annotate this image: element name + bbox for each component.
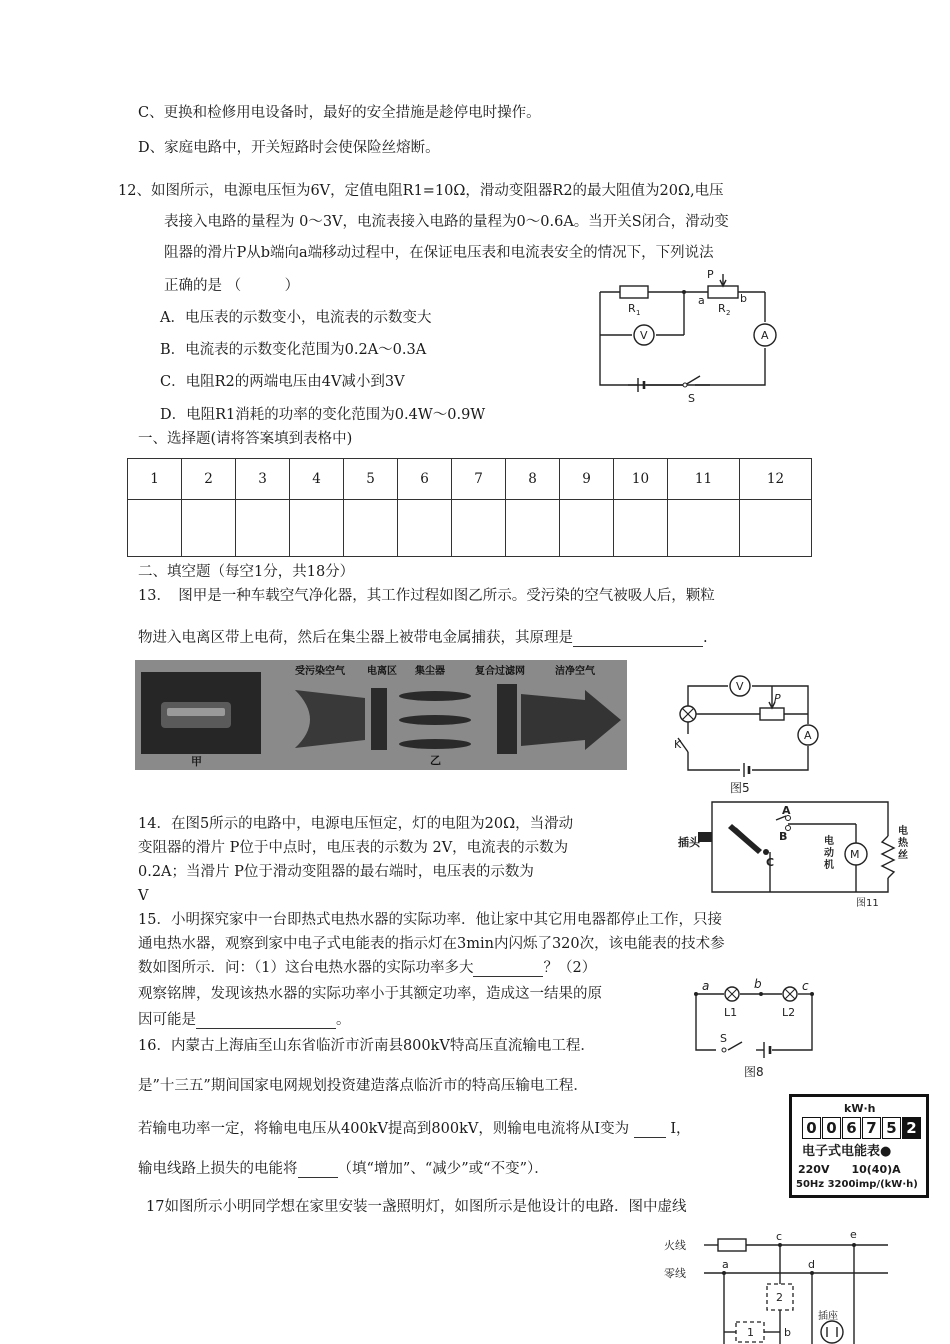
q15-line4: 观察铭牌，发现该热水器的实际功率小于其额定功率，造成这一结果的原 xyxy=(138,986,602,1002)
label-polluted-air: 受污染空气 xyxy=(295,666,345,677)
q15-line3: 数如图所示．问：（1）这台电热水器的实际功率多大 ？（2） xyxy=(138,960,597,976)
fig11-motor-2: 动 xyxy=(824,848,834,859)
fig11-b: B xyxy=(779,830,788,843)
fig11-m: M xyxy=(850,848,860,861)
label-filter: 复合过滤网 xyxy=(475,666,525,677)
fig12-p: P xyxy=(707,268,714,281)
q12-circuit-diagram xyxy=(590,262,790,405)
q12-line3: 阻器的滑片P从b端向a端移动过程中，在保证电压表和电流表安全的情况下，下列说法 xyxy=(164,245,714,261)
meter-spec-2: 50Hz 3200imp/(kW·h) xyxy=(796,1179,918,1190)
meter-digit: 0 xyxy=(802,1117,821,1139)
fig12-ammeter: A xyxy=(761,329,769,342)
q15-blank-2[interactable] xyxy=(196,1013,336,1029)
fig17-e: e xyxy=(850,1228,857,1241)
fig12-r1: R xyxy=(628,302,636,315)
fig12-r2: R xyxy=(718,302,726,315)
option-d-11: D、家庭电路中，开关短路时会使保险丝熔断。 xyxy=(138,140,440,156)
fig17-box2: 2 xyxy=(776,1291,783,1304)
answer-cell[interactable] xyxy=(452,500,506,557)
fig8-l2: L2 xyxy=(782,1006,796,1019)
fig12-b: b xyxy=(740,292,747,305)
q15-line5: 因可能是 。 xyxy=(138,1012,351,1028)
fig12-r1-sub: 1 xyxy=(636,309,641,317)
meter-digit-decimal: 2 xyxy=(902,1117,921,1139)
fig5-voltmeter: V xyxy=(736,680,744,693)
q12-line1: 12、如图所示，电源电压恒为6V，定值电阻R1=10Ω，滑动变阻器R2的最大阻值为20Ω,电压 xyxy=(118,183,724,199)
q13-line1: 13． 图甲是一种车载空气净化器，其工作过程如图乙所示。受污染的空气被吸人后，颗粒 xyxy=(138,588,715,604)
fig11-c: C xyxy=(766,856,775,869)
fig5-ammeter: A xyxy=(804,729,812,742)
q14-line3: 0.2A；当滑片 P位于滑动变阻器的最右端时，电压表的示数为 xyxy=(138,864,534,880)
fig17-b: b xyxy=(784,1326,791,1339)
table-header: 10 xyxy=(614,459,668,500)
q14-line2: 变阻器的滑片 P位于中点时，电压表的示数为 2V，电流表的示数为 xyxy=(138,840,569,856)
q12-line2: 表接入电路的量程为 0～3V，电流表接入电路的量程为0～0.6A。当开关S闭合，滑动变 xyxy=(164,214,729,230)
table-header: 2 xyxy=(182,459,236,500)
meter-digit: 0 xyxy=(822,1117,841,1139)
q13-blank[interactable] xyxy=(573,631,703,647)
q12-option-d: D．电阻R1消耗的功率的变化范围为0.4W～0.9W xyxy=(160,407,486,423)
fig17-box1: 1 xyxy=(747,1326,754,1339)
q16-blank-1[interactable] xyxy=(634,1122,666,1138)
car-purifier-photo xyxy=(141,672,261,754)
fig17-neutral: 零线 xyxy=(664,1267,686,1280)
answer-cell[interactable] xyxy=(668,500,740,557)
table-header: 5 xyxy=(344,459,398,500)
fig8-b: b xyxy=(754,977,762,991)
table-header: 7 xyxy=(452,459,506,500)
table-header: 4 xyxy=(290,459,344,500)
meter-name: 电子式电能表● xyxy=(802,1144,892,1159)
meter-digit: 5 xyxy=(882,1117,901,1139)
q13-figure xyxy=(135,660,627,770)
fig8-s: S xyxy=(720,1032,727,1045)
table-header: 9 xyxy=(560,459,614,500)
figure-17-circuit xyxy=(660,1228,900,1344)
fig11-motor-3: 机 xyxy=(824,860,834,871)
q14-line1: 14．在图5所示的电路中，电源电压恒定，灯的电阻为20Ω，当滑动 xyxy=(138,816,574,832)
meter-digit: 7 xyxy=(862,1117,881,1139)
fig17-live: 火线 xyxy=(664,1239,686,1252)
meter-spec-1: 220V 10(40)A xyxy=(798,1163,901,1176)
fig5-p: P xyxy=(774,692,781,705)
label-clean-air: 洁净空气 xyxy=(555,666,595,677)
answer-cell[interactable] xyxy=(290,500,344,557)
q16-line3: 若输电功率一定，将输电电压从400kV提高到800kV，则输电电流将从I变为 I， xyxy=(138,1121,691,1137)
option-c-11: C、更换和检修用电设备时，最好的安全措施是趁停电时操作。 xyxy=(138,105,541,121)
q12-line4: 正确的是 （ ） xyxy=(164,278,300,294)
q16-blank-2[interactable] xyxy=(298,1162,338,1178)
q15-line1: 15．小明探究家中一台即热式电热水器的实际功率．他让家中其它用电器都停止工作，只接 xyxy=(138,912,722,928)
fig17-c: c xyxy=(776,1230,783,1243)
fig5-caption: 图5 xyxy=(730,781,750,795)
q16-line4: 输电线路上损失的电能将 （填“增加”、“减少”或“不变”）． xyxy=(138,1161,549,1177)
answer-cell[interactable] xyxy=(128,500,182,557)
section-fill-heading: 二、填空题（每空1分，共18分） xyxy=(138,564,355,580)
table-header: 3 xyxy=(236,459,290,500)
fig8-a: a xyxy=(702,979,710,993)
answer-cell[interactable] xyxy=(506,500,560,557)
q12-option-b: B．电流表的示数变化范围为0.2A～0.3A xyxy=(160,342,427,358)
fig12-r2-sub: 2 xyxy=(726,309,731,317)
table-header: 11 xyxy=(668,459,740,500)
label-ionization: 电离区 xyxy=(367,666,397,677)
answer-cell[interactable] xyxy=(398,500,452,557)
answer-cell[interactable] xyxy=(614,500,668,557)
q12-option-a: A．电压表的示数变小，电流表的示数变大 xyxy=(160,310,432,326)
q15-blank-1[interactable] xyxy=(473,961,543,977)
purifier-process-diagram xyxy=(285,660,627,770)
answer-table xyxy=(127,458,812,557)
q17-line1: 17如图所示小明同学想在家里安装一盏照明灯，如图所示是他设计的电路．图中虚线 xyxy=(146,1199,687,1215)
label-jia: 甲 xyxy=(191,755,202,768)
fig11-caption: 图11 xyxy=(856,898,879,909)
fig17-socket: 插座 xyxy=(818,1311,838,1322)
q15-line2: 通电热水器，观察到家中电子式电能表的指示灯在3min内闪烁了320次，该电能表的技术参 xyxy=(138,936,725,952)
electric-meter xyxy=(789,1094,929,1198)
figure-5-circuit xyxy=(660,672,820,795)
answer-cell[interactable] xyxy=(182,500,236,557)
meter-unit: kW·h xyxy=(844,1102,876,1115)
q12-option-c: C．电阻R2的两端电压由4V减小到3V xyxy=(160,374,405,390)
table-header: 6 xyxy=(398,459,452,500)
label-yi: 乙 xyxy=(430,754,441,767)
answer-cell[interactable] xyxy=(236,500,290,557)
meter-digits xyxy=(802,1117,921,1139)
q13-line2: 物进入电离区带上电荷，然后在集尘器上被带电金属捕获，其原理是 . xyxy=(138,630,708,646)
label-dust-collector: 集尘器 xyxy=(415,666,445,677)
answer-cell[interactable] xyxy=(560,500,614,557)
answer-cell[interactable] xyxy=(344,500,398,557)
fig12-switch: S xyxy=(688,392,695,405)
fig5-k: K xyxy=(674,738,682,751)
q16-line2: 是”十三五”期间国家电网规划投资建造落点临沂市的特高压输电工程． xyxy=(138,1078,588,1094)
fig17-d: d xyxy=(808,1258,815,1271)
meter-digit: 6 xyxy=(842,1117,861,1139)
section-choice-heading: 一、选择题(请将答案填到表格中) xyxy=(138,431,353,447)
fig8-l1: L1 xyxy=(724,1006,738,1019)
fig12-a: a xyxy=(698,294,705,307)
table-header: 8 xyxy=(506,459,560,500)
fig8-caption: 图8 xyxy=(744,1065,764,1079)
fig17-a: a xyxy=(722,1258,729,1271)
q16-line1: 16．内蒙古上海庙至山东省临沂市沂南县800kV特高压直流输电工程． xyxy=(138,1038,595,1054)
figure-8-circuit xyxy=(684,977,824,1090)
fig12-voltmeter: V xyxy=(640,329,648,342)
table-header: 1 xyxy=(128,459,182,500)
fig11-heater: 电热丝 xyxy=(898,826,908,861)
fig11-a: A xyxy=(782,804,791,817)
answer-cell[interactable] xyxy=(740,500,812,557)
figure-11-circuit xyxy=(676,798,916,909)
table-header: 12 xyxy=(740,459,812,500)
fig11-plug: 插头 xyxy=(678,836,700,849)
q14-line4: V xyxy=(138,888,149,904)
fig8-c: c xyxy=(802,979,809,993)
fig11-motor-1: 电 xyxy=(824,836,834,847)
